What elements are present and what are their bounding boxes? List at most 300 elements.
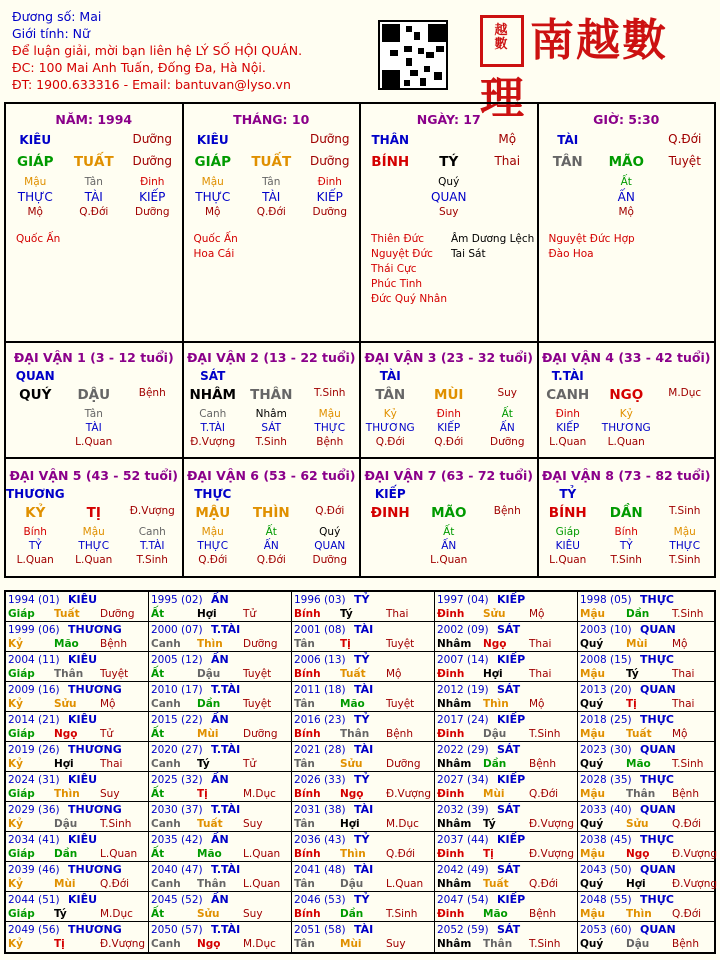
- year-stage: M.Dục: [243, 788, 276, 800]
- year-label: 2047 (54): [437, 894, 489, 906]
- branch: TUẤT: [73, 154, 114, 170]
- year-god: SÁT: [497, 743, 521, 756]
- stem: CANH: [546, 387, 590, 403]
- hidden-stem: Canh: [199, 408, 227, 420]
- year-stem: Nhâm: [437, 758, 472, 770]
- year-label: 2012 (19): [437, 684, 489, 696]
- dai-van-cell: [6, 459, 184, 578]
- year-god: KIẾP: [497, 593, 526, 606]
- hidden-stage: L.Quan: [549, 436, 587, 448]
- year-stem: Ất: [151, 848, 165, 860]
- hidden-god: THƯƠNG: [365, 422, 415, 434]
- year-label: 2026 (33): [294, 774, 346, 786]
- hidden-stage: Mộ: [618, 206, 634, 218]
- year-branch: Dần: [626, 608, 650, 620]
- year-label: 2010 (17): [151, 684, 203, 696]
- year-god: QUAN: [640, 683, 676, 696]
- logo-text: 南越數理: [480, 15, 668, 124]
- year-god: KIÊU: [68, 593, 98, 606]
- year-cell: [149, 802, 292, 831]
- stem: TÂN: [375, 387, 406, 403]
- year-cell: [578, 712, 720, 741]
- hidden-stem: Đinh: [140, 176, 165, 188]
- year-god: TỶ: [354, 833, 370, 846]
- year-stem: Nhâm: [437, 878, 472, 890]
- year-label: 2025 (32): [151, 774, 203, 786]
- qr-code-icon: [378, 20, 448, 90]
- year-stage: Tử: [243, 608, 257, 620]
- year-label: 2023 (30): [580, 744, 632, 756]
- dai-van-god: THƯƠNG: [6, 487, 65, 501]
- hidden-stage: Q.Đới: [256, 206, 286, 218]
- year-god: THỰC: [640, 713, 674, 726]
- year-stage: Suy: [100, 788, 120, 800]
- year-branch: Dần: [54, 848, 78, 860]
- shensha-item: Tai Sát: [451, 248, 486, 260]
- hidden-stem: Bính: [23, 526, 47, 538]
- year-cell: [149, 652, 292, 681]
- year-stage: M.Dục: [100, 908, 133, 920]
- year-branch: Hợi: [340, 818, 360, 830]
- branch: TÝ: [439, 154, 459, 170]
- year-branch: Mão: [340, 698, 365, 710]
- year-cell: [292, 802, 435, 831]
- year-branch: Thìn: [340, 848, 366, 860]
- year-branch: Tị: [483, 848, 494, 860]
- hidden-god: QUAN: [314, 540, 346, 552]
- hidden-god: ẤN: [263, 540, 279, 552]
- year-stage: Bệnh: [672, 788, 699, 800]
- stem: TÂN: [552, 154, 583, 170]
- year-stem: Giáp: [8, 728, 35, 740]
- year-cell: [292, 682, 435, 711]
- year-row: [6, 742, 714, 772]
- year-branch: Mùi: [54, 878, 76, 890]
- dai-van-god: THỰC: [194, 487, 232, 501]
- year-stem: Tân: [294, 698, 315, 710]
- pillar-top-god: TÀI: [557, 133, 579, 147]
- year-god: QUAN: [640, 863, 676, 876]
- year-cell: [149, 712, 292, 741]
- year-cell: [6, 772, 149, 801]
- year-stage: Thai: [529, 668, 552, 680]
- stem: KỶ: [25, 505, 46, 521]
- year-label: 2016 (23): [294, 714, 346, 726]
- year-god: THỰC: [640, 653, 674, 666]
- year-label: 2014 (21): [8, 714, 60, 726]
- year-branch: Sửu: [340, 758, 363, 770]
- dai-van-cell: [6, 341, 184, 459]
- year-stem: Bính: [294, 908, 321, 920]
- year-branch: Mùi: [197, 728, 219, 740]
- year-label: 2045 (52): [151, 894, 203, 906]
- branch: TỊ: [86, 505, 101, 521]
- dai-van-title: ĐẠI VẬN 3 (23 - 32 tuổi): [364, 350, 534, 365]
- year-cell: [435, 922, 578, 952]
- hidden-stem: Mậu: [24, 176, 47, 188]
- hidden-stem: Đinh: [555, 408, 580, 420]
- year-god: ẤN: [211, 773, 229, 786]
- year-label: 2019 (26): [8, 744, 60, 756]
- year-cell: [578, 922, 720, 952]
- year-god: TÀI: [354, 803, 374, 816]
- year-god: THƯƠNG: [68, 863, 122, 876]
- shensha-item: Quốc Ấn: [16, 233, 61, 245]
- year-cell: [578, 622, 720, 651]
- year-stage: Suy: [243, 908, 263, 920]
- year-stem: Ất: [151, 788, 165, 800]
- year-cell: [435, 862, 578, 891]
- dai-van-cell: [539, 341, 717, 459]
- year-label: 2040 (47): [151, 864, 203, 876]
- hidden-god: QUAN: [431, 190, 467, 204]
- year-row: [6, 712, 714, 742]
- year-god: TÀI: [354, 743, 374, 756]
- branch-stage: Tuyệt: [668, 154, 701, 168]
- year-label: 2053 (60): [580, 924, 632, 936]
- year-cell: [292, 622, 435, 651]
- year-cell: [6, 682, 149, 711]
- year-god: TỶ: [354, 593, 370, 606]
- stem: BÍNH: [548, 505, 587, 521]
- year-branch: Ngọ: [197, 938, 221, 950]
- year-cell: [435, 892, 578, 921]
- year-stem: Giáp: [8, 908, 35, 920]
- year-label: 1994 (01): [8, 594, 60, 606]
- branch: MÙI: [434, 387, 464, 403]
- year-god: KIẾP: [497, 713, 526, 726]
- year-label: 2028 (35): [580, 774, 632, 786]
- year-stage: Tuyệt: [386, 698, 415, 710]
- year-stem: Mậu: [580, 848, 606, 860]
- hidden-stem: Tân: [262, 176, 281, 188]
- dai-van-god: QUAN: [15, 369, 55, 383]
- year-label: 2048 (55): [580, 894, 632, 906]
- year-label: 2029 (36): [8, 804, 60, 816]
- year-stem: Mậu: [580, 608, 606, 620]
- contact-line-1: Để luận giải, mời bạn liên hệ LÝ SỐ HỘI QUÁN.: [12, 43, 303, 58]
- year-cell: [292, 712, 435, 741]
- year-row: [6, 622, 714, 652]
- year-branch: Mùi: [340, 938, 362, 950]
- year-stem: Quý: [580, 758, 604, 770]
- contact-phone-email: ĐT: 1900.633316 - Email: bantuvan@lyso.vn: [12, 77, 291, 92]
- branch-stage: T.Sinh: [669, 505, 701, 517]
- pillar-cell: [539, 104, 717, 343]
- year-god: KIÊU: [68, 653, 98, 666]
- year-branch: Dậu: [483, 728, 507, 740]
- year-god: KIẾP: [497, 653, 526, 666]
- year-cell: [578, 862, 720, 891]
- branch: MÃO: [608, 154, 644, 170]
- year-branch: Ngọ: [54, 728, 78, 740]
- year-stage: Bệnh: [529, 908, 556, 920]
- year-cell: [149, 832, 292, 861]
- year-god: THƯƠNG: [68, 683, 122, 696]
- year-branch: Tý: [340, 608, 353, 620]
- year-branch: Tị: [54, 938, 65, 950]
- year-branch: Tị: [340, 638, 351, 650]
- year-label: 2052 (59): [437, 924, 489, 936]
- hidden-god: TÀI: [85, 422, 102, 434]
- hidden-god: KIÊU: [555, 540, 580, 552]
- year-cell: [578, 772, 720, 801]
- year-stage: Q.Đới: [672, 818, 702, 830]
- year-stage: Mộ: [386, 668, 402, 680]
- year-label: 2005 (12): [151, 654, 203, 666]
- year-stem: Mậu: [580, 908, 606, 920]
- year-stem: Tân: [294, 938, 315, 950]
- year-stage: Mộ: [672, 728, 688, 740]
- year-stem: Đinh: [437, 908, 465, 920]
- dai-van-title: ĐẠI VẬN 4 (33 - 42 tuổi): [541, 350, 711, 365]
- shensha-item: Nguyệt Đức: [371, 248, 433, 260]
- hidden-stage: L.Quan: [75, 436, 113, 448]
- dai-van-cell: [361, 341, 539, 459]
- year-stem: Canh: [151, 638, 181, 650]
- hidden-stage: Dưỡng: [135, 206, 170, 218]
- year-stage: Bệnh: [529, 758, 556, 770]
- hidden-god: ẤN: [499, 422, 515, 434]
- year-row: [6, 772, 714, 802]
- year-stem: Bính: [294, 608, 321, 620]
- year-row: [6, 922, 714, 952]
- pillars-grid: [4, 102, 716, 343]
- stem: ĐINH: [370, 505, 410, 521]
- year-cell: [292, 922, 435, 952]
- hidden-stage: Đ.Vượng: [190, 436, 236, 448]
- year-god: T.TÀI: [211, 743, 241, 756]
- hidden-stem: Mậu: [201, 176, 224, 188]
- dai-van-god: T.TÀI: [551, 369, 584, 383]
- year-label: 2044 (51): [8, 894, 60, 906]
- hidden-stage: L.Quan: [430, 554, 468, 566]
- year-label: 2041 (48): [294, 864, 346, 876]
- hidden-god: ẤN: [441, 540, 457, 552]
- year-branch: Ngọ: [483, 638, 507, 650]
- hidden-stage: Dưỡng: [312, 554, 347, 566]
- stem: GIÁP: [194, 154, 231, 170]
- year-god: KIẾP: [497, 893, 526, 906]
- year-label: 1996 (03): [294, 594, 346, 606]
- year-branch: Sửu: [626, 818, 649, 830]
- year-god: T.TÀI: [211, 923, 241, 936]
- year-god: ẤN: [211, 713, 229, 726]
- hidden-god: THỰC: [195, 190, 231, 204]
- year-cell: [149, 622, 292, 651]
- year-branch: Dần: [340, 908, 364, 920]
- year-branch: Thìn: [483, 698, 509, 710]
- year-stage: Dưỡng: [386, 758, 421, 770]
- year-god: SÁT: [497, 923, 521, 936]
- hidden-stem: Tân: [84, 176, 103, 188]
- hidden-god: THỰC: [314, 422, 346, 434]
- dai-van-god: SÁT: [200, 369, 226, 383]
- year-stem: Nhâm: [437, 818, 472, 830]
- branch-stage: Đ.Vượng: [129, 505, 175, 517]
- year-label: 2049 (56): [8, 924, 60, 936]
- year-branch: Ngọ: [340, 788, 364, 800]
- year-cell: [578, 652, 720, 681]
- year-label: 2004 (11): [8, 654, 60, 666]
- year-label: 2009 (16): [8, 684, 60, 696]
- hidden-god: THƯƠNG: [601, 422, 651, 434]
- year-label: 2043 (50): [580, 864, 632, 876]
- year-god: KIÊU: [68, 713, 98, 726]
- year-stem: Bính: [294, 728, 321, 740]
- year-stem: Kỷ: [8, 638, 23, 650]
- year-label: 2015 (22): [151, 714, 203, 726]
- year-row: [6, 892, 714, 922]
- dai-van-cell: [184, 459, 362, 578]
- branch: THÌN: [252, 505, 290, 521]
- dai-van-god: KIẾP: [374, 487, 406, 501]
- year-god: THƯƠNG: [68, 803, 122, 816]
- year-stage: Suy: [243, 818, 263, 830]
- hidden-stage: L.Quan: [607, 436, 645, 448]
- year-stem: Đinh: [437, 668, 465, 680]
- dai-van-cell: [184, 341, 362, 459]
- year-label: 2033 (40): [580, 804, 632, 816]
- year-label: 2003 (10): [580, 624, 632, 636]
- year-branch: Dần: [197, 698, 221, 710]
- year-god: THƯƠNG: [68, 623, 122, 636]
- year-cell: [149, 592, 292, 621]
- year-branch: Tý: [626, 668, 639, 680]
- year-stem: Nhâm: [437, 638, 472, 650]
- hidden-stem: Kỷ: [619, 408, 633, 420]
- year-god: TỶ: [354, 893, 370, 906]
- year-branch: Tị: [197, 788, 208, 800]
- year-stem: Mậu: [580, 668, 606, 680]
- year-branch: Sửu: [54, 698, 77, 710]
- hidden-god: SÁT: [261, 422, 282, 434]
- year-cell: [578, 592, 720, 621]
- branch-stage: M.Dục: [668, 387, 702, 399]
- year-stage: T.Sinh: [529, 728, 561, 740]
- year-label: 2037 (44): [437, 834, 489, 846]
- year-label: 2046 (53): [294, 894, 346, 906]
- year-stem: Tân: [294, 818, 315, 830]
- year-label: 2042 (49): [437, 864, 489, 876]
- year-label: 2017 (24): [437, 714, 489, 726]
- hidden-god: THỰC: [78, 540, 110, 552]
- hidden-stem: Mậu: [82, 526, 105, 538]
- hidden-stem: Ất: [265, 526, 277, 538]
- year-cell: [149, 862, 292, 891]
- year-stage: Mộ: [100, 698, 116, 710]
- pillar-cell: [361, 104, 539, 343]
- pillar-top-stage: Dưỡng: [132, 132, 172, 146]
- hidden-stage: Dưỡng: [490, 436, 525, 448]
- year-stage: Tử: [100, 728, 114, 740]
- header-info: [12, 8, 302, 93]
- year-stage: Mộ: [672, 638, 688, 650]
- year-stage: Mộ: [529, 698, 545, 710]
- shensha-list: [371, 232, 447, 307]
- year-god: THỰC: [640, 893, 674, 906]
- year-god: T.TÀI: [211, 803, 241, 816]
- hidden-stage: Dưỡng: [312, 206, 347, 218]
- year-branch: Tuất: [197, 818, 223, 830]
- year-stage: Bệnh: [672, 938, 699, 950]
- year-stage: Tuyệt: [386, 638, 415, 650]
- pillar-top-stage: Dưỡng: [310, 132, 350, 146]
- year-god: TÀI: [354, 863, 374, 876]
- year-stage: L.Quan: [100, 848, 138, 860]
- year-cell: [435, 592, 578, 621]
- year-god: T.TÀI: [211, 623, 241, 636]
- year-cell: [292, 742, 435, 771]
- year-stage: T.Sinh: [386, 908, 418, 920]
- year-stage: L.Quan: [386, 878, 424, 890]
- hidden-stem: Đinh: [436, 408, 461, 420]
- year-stem: Kỷ: [8, 938, 23, 950]
- year-god: THƯƠNG: [68, 743, 122, 756]
- year-branch: Thân: [197, 878, 227, 890]
- year-cell: [435, 772, 578, 801]
- dai-van-title: ĐẠI VẬN 5 (43 - 52 tuổi): [9, 468, 179, 483]
- year-stage: Q.Đới: [529, 788, 559, 800]
- hidden-god: THỰC: [197, 540, 229, 552]
- year-cell: [149, 892, 292, 921]
- shensha-list: [16, 232, 60, 247]
- hidden-god: THỰC: [17, 190, 53, 204]
- year-branch: Tuất: [483, 878, 509, 890]
- year-stage: Bệnh: [100, 638, 127, 650]
- year-stage: L.Quan: [243, 848, 281, 860]
- year-god: TỶ: [354, 773, 370, 786]
- year-label: 1995 (02): [151, 594, 203, 606]
- year-stem: Tân: [294, 878, 315, 890]
- year-branch: Thân: [54, 668, 84, 680]
- year-branch: Mão: [54, 638, 79, 650]
- year-label: 2050 (57): [151, 924, 203, 936]
- year-branch: Thân: [483, 938, 513, 950]
- hidden-god: THỰC: [669, 540, 701, 552]
- dai-van-title: ĐẠI VẬN 7 (63 - 72 tuổi): [364, 468, 534, 483]
- hidden-stage: Q.Đới: [79, 206, 109, 218]
- stem: QUÝ: [19, 387, 52, 403]
- year-god: THỰC: [640, 833, 674, 846]
- year-branch: Tý: [54, 908, 67, 920]
- year-stem: Quý: [580, 638, 604, 650]
- shensha-item: Phúc Tinh: [371, 278, 423, 290]
- year-cell: [292, 892, 435, 921]
- year-cell: [578, 892, 720, 921]
- year-stem: Quý: [580, 878, 604, 890]
- year-stem: Giáp: [8, 608, 35, 620]
- subject-name: Đương số: Mai: [12, 9, 102, 24]
- branch-stage: T.Sinh: [314, 387, 346, 399]
- year-cell: [435, 622, 578, 651]
- branch: DẬU: [77, 387, 111, 403]
- hidden-stage: Mộ: [205, 206, 221, 218]
- year-stage: Mộ: [529, 608, 545, 620]
- year-god: THỰC: [640, 773, 674, 786]
- year-label: 2036 (43): [294, 834, 346, 846]
- dai-van-title: ĐẠI VẬN 6 (53 - 62 tuổi): [186, 468, 356, 483]
- year-stem: Bính: [294, 848, 321, 860]
- year-stem: Đinh: [437, 788, 465, 800]
- hidden-stage: Q.Đới: [256, 554, 286, 566]
- year-stem: Canh: [151, 938, 181, 950]
- subject-gender: Giới tính: Nữ: [12, 26, 90, 41]
- year-stem: Đinh: [437, 848, 465, 860]
- shensha-item: Âm Dương Lệch: [451, 233, 535, 245]
- year-god: SÁT: [497, 803, 521, 816]
- year-stem: Nhâm: [437, 698, 472, 710]
